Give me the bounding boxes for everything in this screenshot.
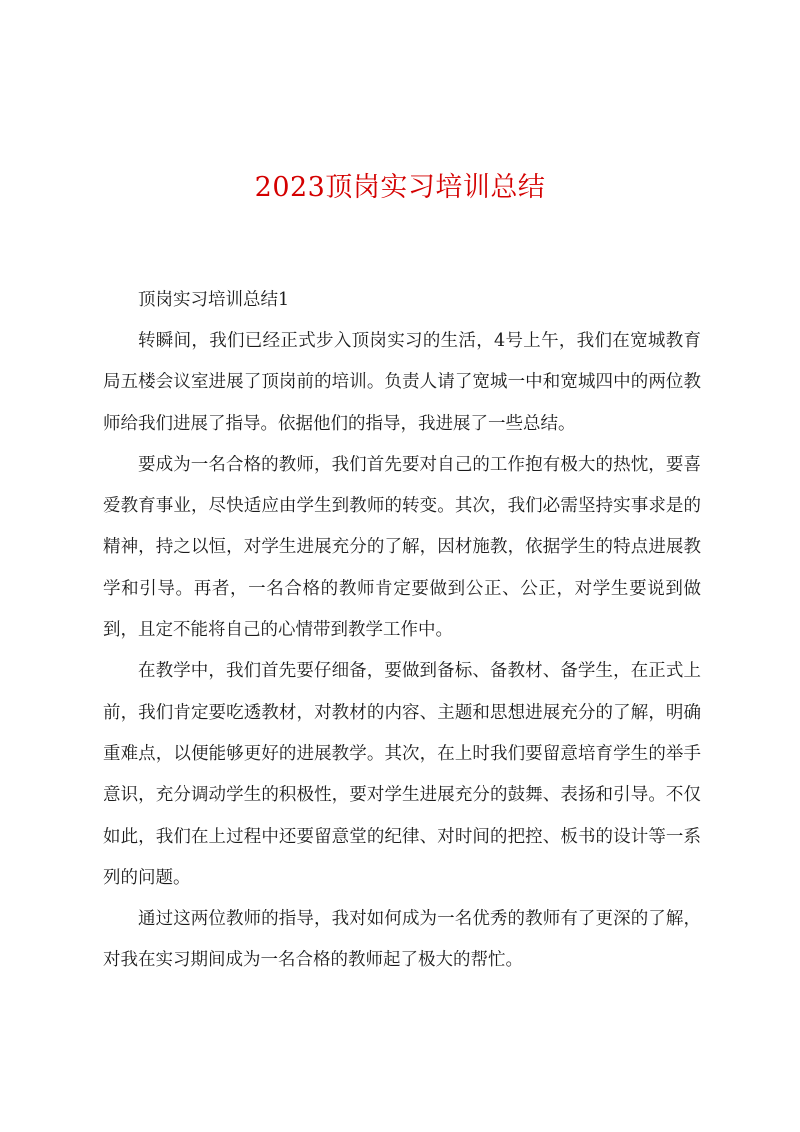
paragraph-1: 转瞬间，我们已经正式步入顶岗实习的生活，4号上午，我们在宽城教育局五楼会议室进展了顶岗前的培训。负责人请了宽城一中和宽城四中的两位教师给我们进展了指导。依据他们的指导，我进展了一些总结。 bbox=[103, 331, 701, 434]
paragraph-4: 通过这两位教师的指导，我对如何成为一名优秀的教师有了更深的了解，对我在实习期间成为一名合格的教师起了极大的帮忙。 bbox=[103, 909, 701, 971]
paragraph-3: 在教学中，我们首先要仔细备，要做到备标、备教材、备学生，在正式上前，我们肯定要吃透教材，对教材的内容、主题和思想进展充分的了解，明确重难点，以便能够更好的进展教学。其次，在上时我们要留意培育学生的举手意识，充分调动学生的积极性，要对学生进展充分的鼓舞、表扬和引导。不仅如此，我们在上过程中还要留意堂的纪律、对时间的把控、板书的设计等一系列的问题。 bbox=[103, 661, 701, 888]
paragraph-2: 要成为一名合格的教师，我们首先要对自己的工作抱有极大的热忱，要喜爱教育事业，尽快适应由学生到教师的转变。其次，我们必需坚持实事求是的精神，持之以恒，对学生进展充分的了解，因材施教，依据学生的特点进展教学和引导。再者，一名合格的教师肯定要做到公正、公正，对学生要说到做到，且定不能将自己的心情带到教学工作中。 bbox=[103, 454, 701, 641]
document-title: 2023顶岗实习培训总结 bbox=[254, 172, 546, 203]
section-heading: 顶岗实习培训总结1 bbox=[138, 290, 290, 310]
document-body bbox=[103, 280, 701, 982]
